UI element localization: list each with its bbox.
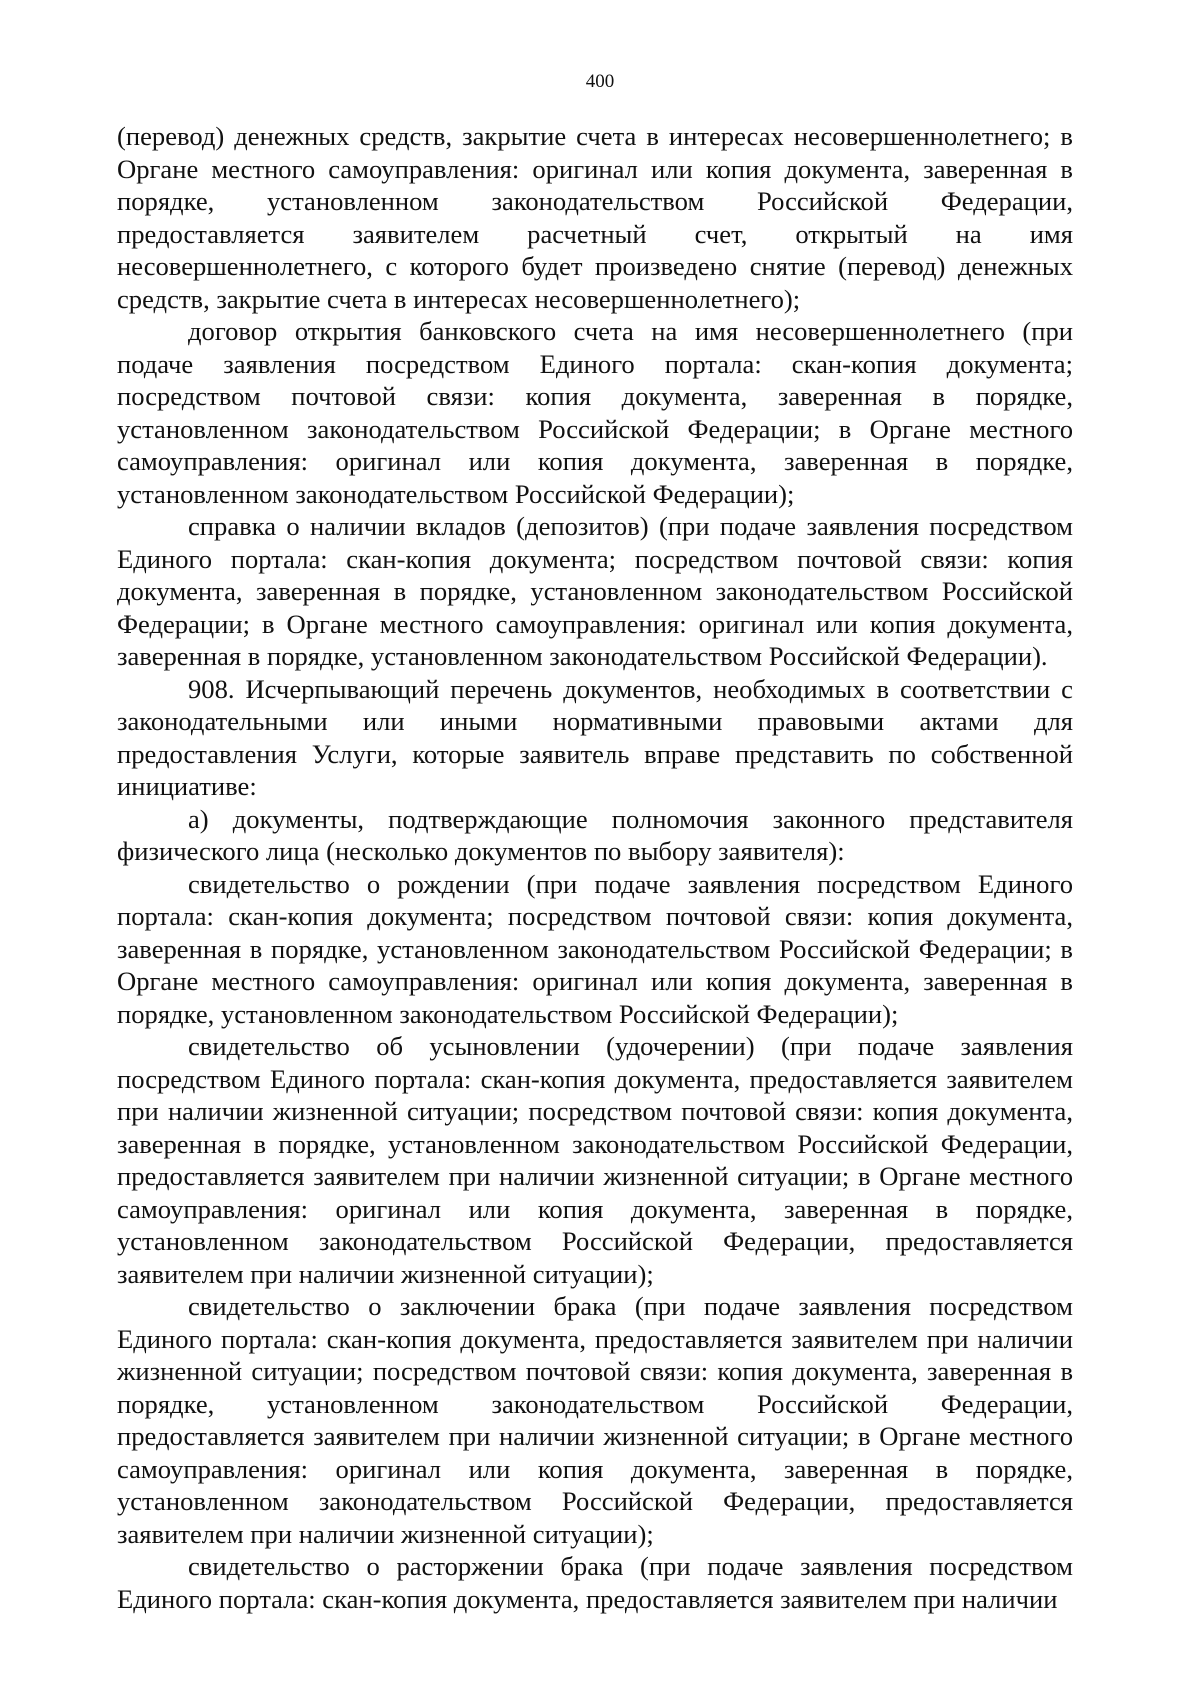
- paragraph-item-a: а) документы, подтверждающие полномочия законного представителя физического лица (несколько документов по выбору заявителя):: [117, 803, 1073, 866]
- paragraph-continuation: (перевод) денежных средств, закрытие счета в интересах несовершеннолетнего; в Органе местного самоуправления: оригинал или копия документа, заверенная в порядке, установленном законодательством Российской Федерации, предоставляется заявителем расчетный счет, открытый на имя несовершеннолетнего, с которого будет произведено снятие (перевод) денежных средств, закрытие счета в интересах несовершеннолетнего);: [117, 121, 1073, 314]
- paragraph-divorce-certificate: свидетельство о расторжении брака (при подаче заявления посредством Единого портала: скан-копия документа, предоставляется заявителем при наличии: [117, 1551, 1073, 1614]
- paragraph-bank-account-contract: договор открытия банковского счета на имя несовершеннолетнего (при подаче заявления посредством Единого портала: скан-копия документа; посредством почтовой связи: копия документа, заверенная в порядке, установленном законодательством Российской Федерации; в Органе местного самоуправления: оригинал или копия документа, заверенная в порядке, установленном законодательством Российской Федерации);: [117, 316, 1073, 509]
- paragraph-adoption-certificate: свидетельство об усыновлении (удочерении) (при подаче заявления посредством Единого портала: скан-копия документа, предоставляется заявителем при наличии жизненной ситуации; посредством почтовой связи: копия документа, заверенная в порядке, установленном законодательством Российской Федерации, предоставляется заявителем при наличии жизненной ситуации; в Органе местного самоуправления: оригинал или копия документа, заверенная в порядке, установленном законодательством Российской Федерации, предоставляется заявителем при наличии жизненной ситуации);: [117, 1031, 1073, 1289]
- paragraph-birth-certificate: свидетельство о рождении (при подаче заявления посредством Единого портала: скан-копия документа; посредством почтовой связи: копия документа, заверенная в порядке, установленном законодательством Российской Федерации; в Органе местного самоуправления: оригинал или копия документа, заверенная в порядке, установленном законодательством Российской Федерации);: [117, 868, 1073, 1029]
- page-number: 400: [585, 71, 615, 92]
- paragraph-deposit-certificate: справка о наличии вкладов (депозитов) (при подаче заявления посредством Единого портала: скан-копия документа; посредством почтовой связи: копия документа, заверенная в порядке, установленном законодательством Российской Федерации; в Органе местного самоуправления: оригинал или копия документа, заверенная в порядке, установленном законодательством Российской Федерации).: [117, 511, 1073, 671]
- paragraph-marriage-certificate: свидетельство о заключении брака (при подаче заявления посредством Единого портала: скан-копия документа, предоставляется заявителем при наличии жизненной ситуации; посредством почтовой связи: копия документа, заверенная в порядке, установленном законодательством Российской Федерации, предоставляется заявителем при наличии жизненной ситуации; в Органе местного самоуправления: оригинал или копия документа, заверенная в порядке, установленном законодательством Российской Федерации, предоставляется заявителем при наличии жизненной ситуации);: [117, 1291, 1073, 1549]
- document-body: [117, 120, 1073, 1615]
- paragraph-clause-908: 908. Исчерпывающий перечень документов, необходимых в соответствии с законодательными или иными нормативными правовыми актами для предоставления Услуги, которые заявитель вправе представить по собственной инициативе:: [117, 673, 1073, 801]
